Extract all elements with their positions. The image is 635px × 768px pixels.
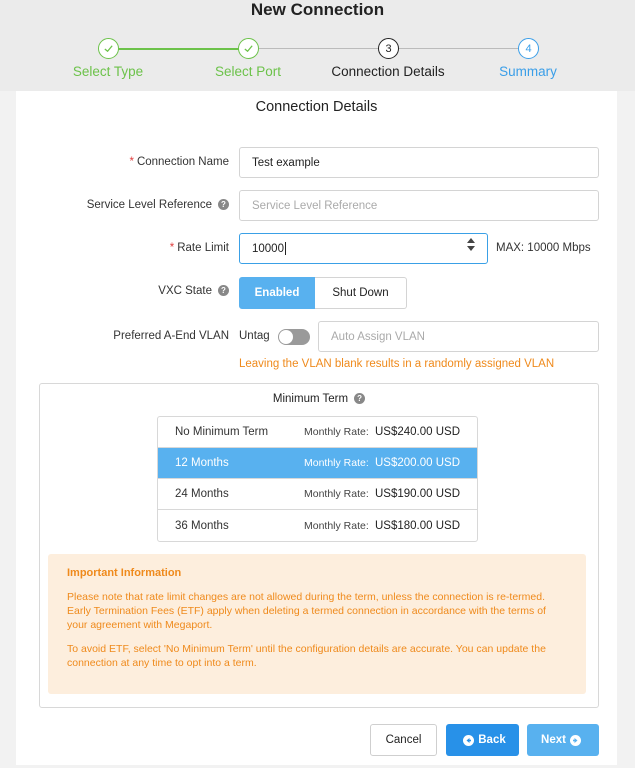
connection-details-panel <box>16 91 617 765</box>
vxc-state-toggle <box>239 277 407 309</box>
step-label-select-port[interactable]: Select Port <box>214 64 282 79</box>
connection-name-label: * Connection Name <box>129 156 229 168</box>
step-label-connection-details: Connection Details <box>331 64 445 79</box>
section-title: Connection Details <box>255 99 378 115</box>
step-label-select-type[interactable]: Select Type <box>72 64 144 79</box>
untag-toggle[interactable] <box>278 329 310 345</box>
rate-limit-label: * Rate Limit <box>169 242 229 254</box>
help-icon[interactable]: ? <box>218 199 229 210</box>
wizard-header <box>0 0 635 91</box>
rate-limit-max: MAX: 10000 Mbps <box>496 242 591 254</box>
vxc-state-label: VXC State ? <box>158 285 229 297</box>
vlan-input[interactable]: Auto Assign VLAN <box>318 321 599 352</box>
term-row-24-months[interactable]: 24 Months Monthly Rate: US$190.00 USD <box>158 479 477 510</box>
connection-name-input[interactable]: Test example <box>239 147 599 178</box>
service-level-input[interactable]: Service Level Reference <box>239 190 599 221</box>
next-button[interactable]: Next <box>527 724 599 756</box>
wizard-steps <box>0 38 635 88</box>
arrow-left-icon <box>463 735 474 746</box>
vlan-warning: Leaving the VLAN blank results in a randomly assigned VLAN <box>239 358 555 370</box>
step-2-check-icon[interactable] <box>238 38 259 59</box>
rate-limit-input[interactable] <box>239 233 488 264</box>
page-title: New Connection <box>250 0 385 19</box>
service-level-label: Service Level Reference ? <box>87 199 229 211</box>
term-row-12-months[interactable]: 12 Months Monthly Rate: US$200.00 USD <box>158 448 477 479</box>
back-button[interactable]: Back <box>446 724 519 756</box>
term-row-no-minimum[interactable]: No Minimum Term Monthly Rate: US$240.00 USD <box>158 417 477 448</box>
arrow-right-icon <box>570 735 581 746</box>
vlan-label: Preferred A-End VLAN <box>113 330 229 342</box>
minimum-term-title: Minimum Term ? <box>40 393 598 405</box>
untag-label: Untag <box>239 330 270 342</box>
step-3-number: 3 <box>378 38 399 59</box>
rate-limit-value: 10000 <box>252 242 284 255</box>
required-mark: * <box>129 156 134 168</box>
vxc-enabled-button[interactable]: Enabled <box>239 277 315 309</box>
help-icon[interactable]: ? <box>354 393 365 404</box>
info-heading: Important Information <box>67 567 182 579</box>
info-paragraph-2: To avoid ETF, select 'No Minimum Term' until the configuration details are accurate. You can update the connection at any time to opt into a term. <box>67 643 546 669</box>
step-connector-1 <box>118 48 241 50</box>
minimum-term-box <box>39 383 599 708</box>
stepper-down-icon[interactable] <box>467 246 475 251</box>
important-info-box <box>48 554 586 694</box>
stepper-up-icon[interactable] <box>467 238 475 243</box>
step-connector-2 <box>259 48 379 49</box>
step-4-number[interactable]: 4 <box>518 38 539 59</box>
text-cursor <box>285 242 286 255</box>
step-1-check-icon[interactable] <box>98 38 119 59</box>
vxc-shutdown-button[interactable]: Shut Down <box>315 277 407 309</box>
step-label-summary[interactable]: Summary <box>499 64 557 79</box>
minimum-term-table <box>157 416 478 542</box>
toggle-knob <box>279 330 293 344</box>
term-row-36-months[interactable]: 36 Months Monthly Rate: US$180.00 USD <box>175 519 461 532</box>
rate-limit-stepper[interactable] <box>467 238 475 251</box>
info-paragraph-1: Please note that rate limit changes are not allowed during the term, unless the connection is re-termed. Early Termination Fees (ETF) apply when deleting a termed connection in accordance with the terms of your agreement with Megaport. <box>67 591 546 631</box>
help-icon[interactable]: ? <box>218 285 229 296</box>
cancel-button[interactable]: Cancel <box>370 724 437 756</box>
step-connector-3 <box>399 48 520 49</box>
